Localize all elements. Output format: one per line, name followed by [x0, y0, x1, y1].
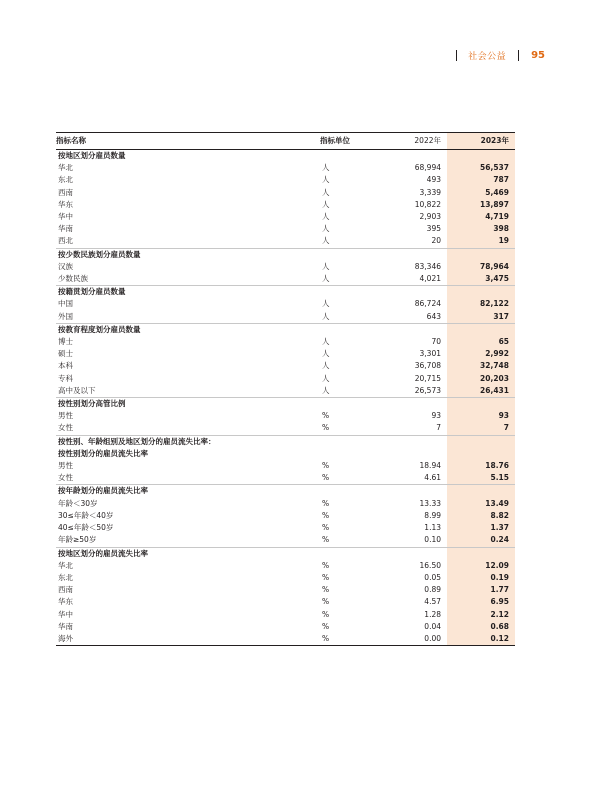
indicator-unit: 人 — [322, 349, 330, 359]
indicator-unit: 人 — [322, 337, 330, 347]
empty-cell — [379, 286, 447, 299]
indicator-unit: % — [322, 498, 330, 508]
indicator-name: 专科 — [58, 373, 73, 383]
indicator-unit: 人 — [322, 373, 330, 383]
indicator-name: 年龄＜30岁 — [58, 498, 98, 508]
value-2022: 83,346 — [414, 261, 441, 271]
empty-cell — [320, 323, 379, 336]
value-2022: 16.50 — [419, 560, 441, 570]
empty-cell — [320, 398, 379, 411]
indicator-unit: % — [322, 523, 330, 533]
value-2023: 82,122 — [447, 298, 515, 310]
header-divider — [456, 50, 457, 61]
value-2023: 65 — [447, 336, 515, 348]
value-2023: 787 — [447, 174, 515, 186]
value-2023: 8.82 — [447, 510, 515, 522]
table-row — [56, 510, 515, 522]
value-2023: 2.12 — [447, 609, 515, 621]
indicator-unit: 人 — [320, 273, 379, 286]
indicator-unit: 人 — [320, 311, 379, 324]
indicator-unit: % — [322, 621, 330, 631]
empty-cell — [447, 547, 515, 560]
empty-cell — [379, 248, 447, 261]
section-header-row — [56, 398, 515, 411]
value-2022: 395 — [426, 224, 441, 234]
indicator-unit: % — [320, 472, 379, 485]
table-row — [56, 472, 515, 485]
value-2022: 2,903 — [419, 212, 441, 222]
value-2023: 5,469 — [447, 187, 515, 199]
empty-cell — [379, 435, 447, 448]
empty-cell — [447, 398, 515, 411]
table-body — [56, 150, 515, 646]
indicator-unit: 人 — [322, 163, 330, 173]
value-2022: 7 — [379, 422, 447, 435]
value-2022: 4.57 — [424, 597, 441, 607]
indicator-name: 中国 — [58, 299, 73, 309]
section-header-row — [56, 547, 515, 560]
table-row — [56, 273, 515, 286]
indicator-name: 东北 — [58, 572, 73, 582]
indicator-name: 40≤年龄＜50岁 — [58, 523, 114, 533]
table-row — [56, 336, 515, 348]
indicator-name: 西北 — [56, 235, 320, 248]
empty-cell — [379, 398, 447, 411]
indicator-unit: 人 — [322, 361, 330, 371]
indicator-name: 西南 — [58, 187, 73, 197]
section-header-row — [56, 435, 515, 448]
indicator-name: 华北 — [58, 163, 73, 173]
indicator-name: 华中 — [58, 609, 73, 619]
indicator-name: 外国 — [56, 311, 320, 324]
section-title: 按年龄划分的雇员流失比率 — [58, 486, 148, 496]
table-row — [56, 534, 515, 547]
table-row — [56, 460, 515, 472]
empty-cell — [447, 485, 515, 498]
value-2022: 1.13 — [424, 523, 441, 533]
indicator-name: 高中及以下 — [56, 385, 320, 398]
table-header-row — [56, 133, 515, 150]
indicator-name: 西南 — [58, 585, 73, 595]
indicator-name: 华中 — [58, 212, 73, 222]
value-2023: 20,203 — [447, 373, 515, 385]
section-title: 按地区划分的雇员流失比率 — [58, 548, 148, 558]
header-divider — [518, 50, 519, 61]
table-row — [56, 385, 515, 398]
table-row — [56, 311, 515, 324]
table-row — [56, 410, 515, 422]
indicator-name: 东北 — [58, 175, 73, 185]
table-row — [56, 360, 515, 372]
indicator-unit: % — [322, 585, 330, 595]
value-2023: 18.76 — [447, 460, 515, 472]
value-2023: 1.37 — [447, 522, 515, 534]
value-2022: 0.00 — [379, 633, 447, 646]
value-2023: 5.15 — [447, 472, 515, 485]
table-row — [56, 211, 515, 223]
indicator-name: 华东 — [58, 597, 73, 607]
column-header-2023: 2023年 — [447, 133, 515, 150]
value-2022: 0.04 — [424, 621, 441, 631]
value-2022: 643 — [379, 311, 447, 324]
section-header-row — [56, 323, 515, 336]
indicator-name: 女性 — [56, 472, 320, 485]
indicator-unit: 人 — [322, 175, 330, 185]
indicator-name: 年龄≥50岁 — [56, 534, 320, 547]
empty-cell — [447, 323, 515, 336]
empty-cell — [320, 248, 379, 261]
empty-cell — [320, 547, 379, 560]
value-2022: 493 — [426, 175, 441, 185]
indicator-unit: % — [322, 560, 330, 570]
value-2023: 13,897 — [447, 199, 515, 211]
table-row — [56, 422, 515, 435]
value-2022: 3,339 — [419, 187, 441, 197]
value-2023: 32,748 — [447, 360, 515, 372]
column-header-2022: 2022年 — [379, 133, 447, 150]
value-2022: 0.10 — [379, 534, 447, 547]
value-2022: 0.05 — [424, 572, 441, 582]
value-2022: 1.28 — [424, 609, 441, 619]
indicator-unit: % — [320, 422, 379, 435]
value-2022: 3,301 — [419, 349, 441, 359]
indicator-unit: % — [320, 534, 379, 547]
section-title: 按性别、年龄组别及地区划分的雇员流失比率： — [58, 436, 216, 446]
value-2022: 26,573 — [379, 385, 447, 398]
value-2023: 6.95 — [447, 596, 515, 608]
empty-cell — [320, 286, 379, 299]
indicator-name: 海外 — [56, 633, 320, 646]
table-row — [56, 373, 515, 385]
indicator-name: 华南 — [58, 621, 73, 631]
table-row — [56, 633, 515, 646]
indicator-unit: 人 — [320, 385, 379, 398]
value-2023: 26,431 — [447, 385, 515, 398]
value-2022: 93 — [431, 411, 441, 421]
value-2023: 3,475 — [447, 273, 515, 286]
indicator-unit: % — [322, 597, 330, 607]
table-row — [56, 199, 515, 211]
table-row — [56, 522, 515, 534]
indicator-unit: % — [320, 633, 379, 646]
table-row — [56, 609, 515, 621]
value-2023: 12.09 — [447, 560, 515, 572]
value-2022: 10,822 — [414, 199, 441, 209]
table-row — [56, 348, 515, 360]
table-row — [56, 223, 515, 235]
table-row — [56, 162, 515, 174]
indicator-name: 博士 — [58, 337, 73, 347]
table-row — [56, 187, 515, 199]
empty-cell — [320, 150, 379, 163]
indicator-name: 男性 — [58, 411, 73, 421]
indicator-name: 男性 — [58, 461, 73, 471]
empty-cell — [320, 448, 379, 460]
indicator-unit: 人 — [322, 199, 330, 209]
indicator-name: 硕士 — [58, 349, 73, 359]
indicator-name: 华南 — [58, 224, 73, 234]
value-2023: 93 — [447, 410, 515, 422]
table-row — [56, 498, 515, 510]
section-title: 按地区划分雇员数量 — [58, 151, 126, 160]
column-header-unit: 指标单位 — [320, 133, 379, 150]
section-title: 按性别划分的雇员流失比率 — [58, 448, 148, 458]
table-row — [56, 261, 515, 273]
value-2022: 8.99 — [424, 510, 441, 520]
empty-cell — [320, 435, 379, 448]
section-header-row — [56, 448, 515, 460]
indicator-unit: 人 — [322, 212, 330, 222]
indicator-unit: % — [322, 510, 330, 520]
indicator-unit: 人 — [322, 299, 330, 309]
value-2023: 13.49 — [447, 498, 515, 510]
table-row — [56, 596, 515, 608]
empty-cell — [379, 150, 447, 163]
section-header-row — [56, 485, 515, 498]
section-title: 按籍贯划分雇员数量 — [58, 287, 126, 297]
section-title: 按性别划分高管比例 — [58, 399, 126, 409]
value-2022: 4.61 — [379, 472, 447, 485]
table-row — [56, 560, 515, 572]
indicator-name: 华北 — [58, 560, 73, 570]
value-2023: 4,719 — [447, 211, 515, 223]
empty-cell — [379, 547, 447, 560]
section-header-row — [56, 248, 515, 261]
section-header-row — [56, 150, 515, 163]
value-2023: 1.77 — [447, 584, 515, 596]
value-2022: 68,994 — [414, 163, 441, 173]
section-title: 按少数民族划分雇员数量 — [58, 249, 141, 259]
value-2023: 19 — [447, 235, 515, 248]
value-2023: 78,964 — [447, 261, 515, 273]
empty-cell — [447, 248, 515, 261]
value-2022: 86,724 — [414, 299, 441, 309]
page-number: 95 — [531, 49, 545, 61]
value-2023: 0.24 — [447, 534, 515, 547]
indicator-name: 女性 — [56, 422, 320, 435]
value-2023: 2,992 — [447, 348, 515, 360]
empty-cell — [447, 150, 515, 163]
empty-cell — [379, 448, 447, 460]
value-2022: 20,715 — [414, 373, 441, 383]
empty-cell — [320, 485, 379, 498]
table-row — [56, 584, 515, 596]
indicator-name: 华东 — [58, 199, 73, 209]
table-row — [56, 298, 515, 310]
indicator-unit: % — [322, 572, 330, 582]
table-row — [56, 235, 515, 248]
value-2023: 7 — [447, 422, 515, 435]
empty-cell — [447, 435, 515, 448]
indicator-name: 30≤年龄＜40岁 — [58, 510, 114, 520]
indicator-unit: % — [322, 609, 330, 619]
value-2023: 0.12 — [447, 633, 515, 646]
empty-cell — [447, 448, 515, 460]
section-header-row — [56, 286, 515, 299]
indicator-unit: 人 — [322, 187, 330, 197]
indicator-name: 汉族 — [58, 261, 73, 271]
indicator-unit: % — [322, 411, 330, 421]
indicator-unit: % — [322, 461, 330, 471]
indicator-unit: 人 — [320, 235, 379, 248]
indicator-name: 少数民族 — [56, 273, 320, 286]
employee-data-table — [56, 132, 515, 646]
empty-cell — [379, 485, 447, 498]
value-2022: 70 — [431, 337, 441, 347]
value-2022: 18.94 — [419, 461, 441, 471]
value-2023: 317 — [447, 311, 515, 324]
indicator-unit: 人 — [322, 224, 330, 234]
value-2023: 0.19 — [447, 572, 515, 584]
column-header-indicator: 指标名称 — [56, 133, 320, 150]
page-header — [456, 48, 545, 62]
empty-cell — [379, 323, 447, 336]
value-2023: 56,537 — [447, 162, 515, 174]
value-2022: 4,021 — [379, 273, 447, 286]
value-2022: 13.33 — [419, 498, 441, 508]
section-title: 社会公益 — [468, 51, 507, 62]
value-2022: 0.89 — [424, 585, 441, 595]
indicator-unit: 人 — [322, 261, 330, 271]
table-row — [56, 572, 515, 584]
value-2022: 20 — [379, 235, 447, 248]
table-row — [56, 621, 515, 633]
table-row — [56, 174, 515, 186]
section-title: 按教育程度划分雇员数量 — [58, 324, 141, 334]
value-2022: 36,708 — [414, 361, 441, 371]
empty-cell — [447, 286, 515, 299]
value-2023: 398 — [447, 223, 515, 235]
indicator-name: 本科 — [58, 361, 73, 371]
value-2023: 0.68 — [447, 621, 515, 633]
